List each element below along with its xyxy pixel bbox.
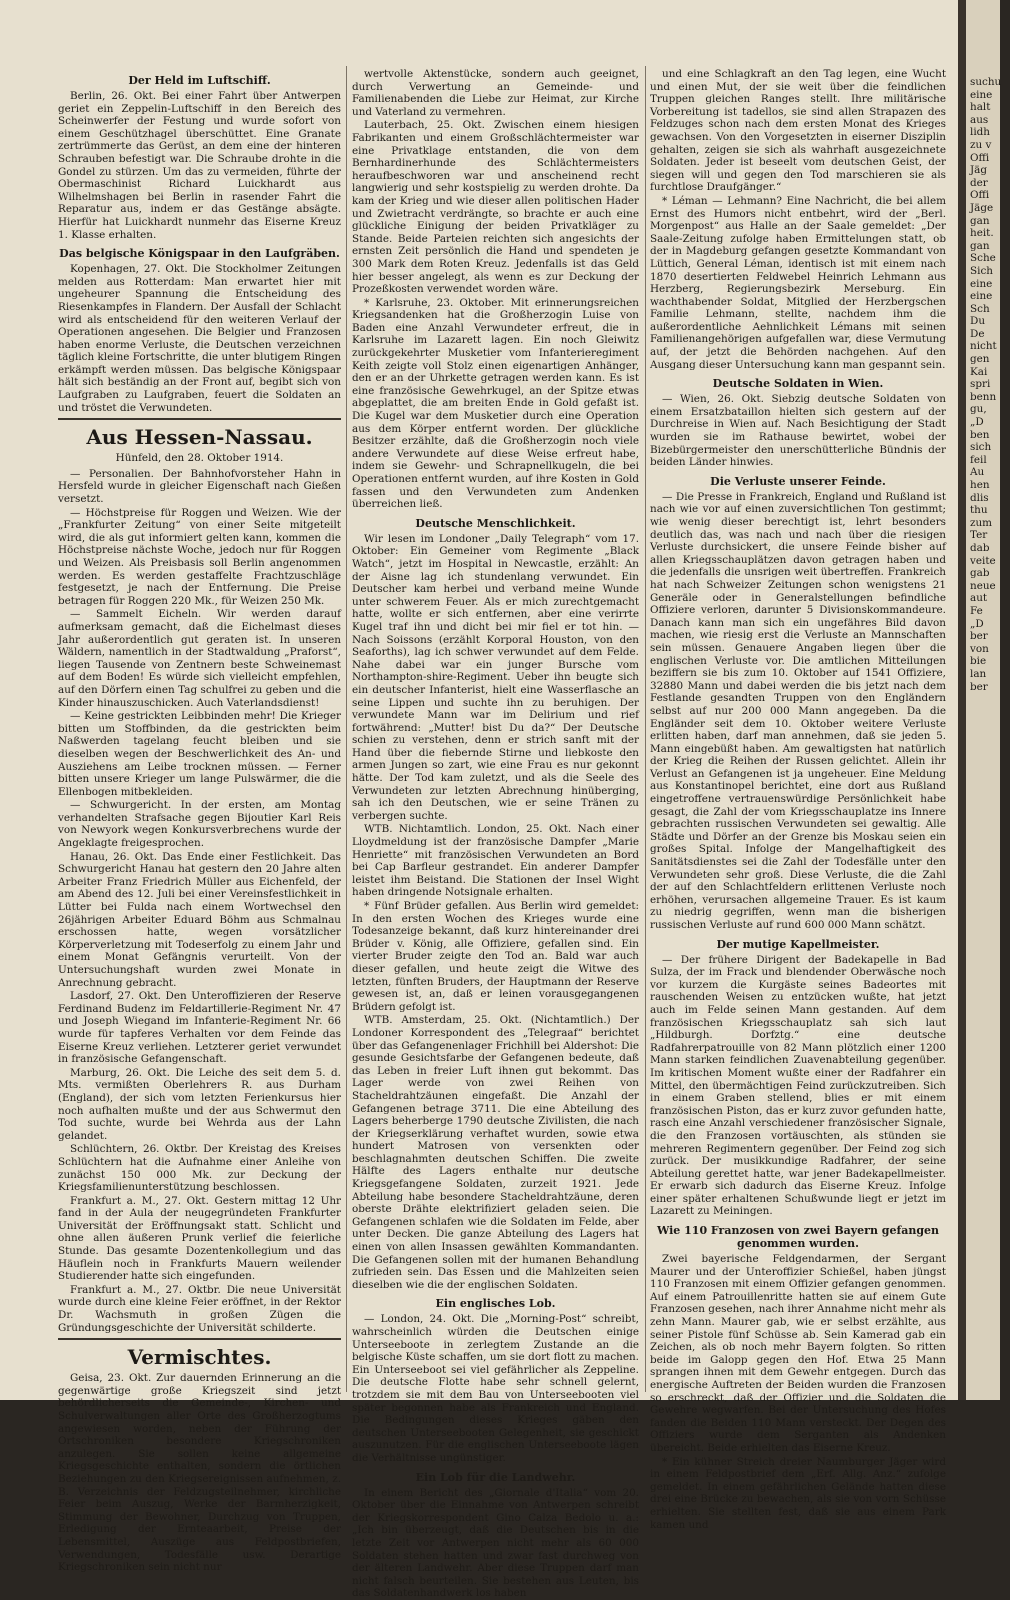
column-2 [352, 68, 639, 1600]
adjacent-page-fragment: aut [970, 592, 988, 605]
adjacent-page-fragment: gan [970, 214, 990, 227]
adjacent-page-fragment: dab [970, 541, 990, 554]
headline-verluste: Die Verluste unserer Feinde. [710, 474, 886, 488]
headline-bayern: Wie 110 Franzosen von zwei Bayern gefangen genommen wurden. [656, 1224, 940, 1251]
adjacent-page-fragment: dlis [970, 491, 989, 504]
adjacent-page-text [970, 76, 1010, 693]
adjacent-page-fragment: Jäge [970, 201, 994, 214]
article-wtb-amsterdam: WTB. Amsterdam, 25. Okt. (Nichtamtlich.) Der Londoner Korrespondent des „Telegraaf“ berichtet über das Gefangenenlager Frichhill bei Aldershot: Die gesunde Gesichtsfarbe der Gefangenen bedeute, daß das Leben in freier Luft ihnen gut bekommt. Das Lager werde von zwei Reihen von Stacheldrahtzäunen eingefaßt. Die Anzahl der Gefangenen betrage 3711. Die eine Abteilung des Lagers beherberge 1790 deutsche Zivilisten, die nach der Kriegserklärung verhaftet wurden, sowie etwa hundert Matrosen von versenkten oder beschlagnahmten deutschen Schiffen. Die zweite Hälfte des Lagers enthalte nur deutsche Kriegsgefangene Soldaten, zurzeit 1921. Jede Abteilung habe besondere Stacheldrahtzäune, deren oberste Drähte elektrifiziert geladen seien. Die Gefangenen schlafen wie die Soldaten im Felde, aber unter Decken. Die ganze Abteilung des Lagers hat einen von allen Insassen gewählten Kommandanten. Die Gefangenen sollen mit der humanen Behandlung zufrieden sein. Das Essen und die Mahlzeiten seien dieselben wie die der englischen Soldaten. [352, 1014, 639, 1291]
article-schwurgericht: — Schwurgericht. In der ersten, am Montag verhandelten Strafsache gegen Bijoutier Karl Reis von Newyork wegen Konkursverbrechens wurde der Angeklagte freigesprochen. [58, 799, 341, 850]
adjacent-page-fragment: Jäg [970, 164, 988, 177]
column-3 [650, 68, 946, 1531]
adjacent-page-fragment: thu [970, 504, 988, 517]
headline-englisches-lob: Ein englisches Lob. [435, 1297, 556, 1311]
adjacent-page-fragment: der [970, 176, 988, 189]
article-eicheln: — Sammelt Eicheln. Wir werden darauf aufmerksam gemacht, daß die Eichelmast dieses Jahr außerordentlich gut geraten ist. In unseren Wäldern, namentlich in der Stadtwaldung „Praforst“, liegen Tausende von Zentnern beste Schweinemast auf dem Boden! Es würde sich vielleicht empfehlen, auf den Dörfern einen Tag schulfrei zu geben und die Kinder hinauszuschicken. Auch Vaterlandsdienst! [58, 608, 341, 709]
article-kapellmeister: — Der frühere Dirigent der Badekapelle in Bad Sulza, der im Frack und blendender Oberwäsche noch vor kurzem die Kurgäste seines Badeortes mit rauschenden Weisen zu entzücken wußte, hat jetzt auch im Felde seinen Mann gestanden. Auf dem französischen Kriegsschauplatz sah sich laut „Hildburgh. Dorfztg.“ eine deutsche Radfahrerpatrouille von 82 Mann plötzlich einer 1200 Mann starken feindlichen Zuavenabteilung gegenüber. Im kritischen Moment wußte einer der Radfahrer ein Mittel, den übermächtigen Feind zurückzutreiben. Sich in einem Graben stellend, blies er mit einem französischen Piston, das er kurz zuvor gefunden hatte, rasch eine Anzahl verschiedener französischer Signale, die den Franzosen vortäuschten, als stünden sie mehreren Regimentern gegenüber. Der Feind zog sich zurück. Der musikkundige Radfahrer, der seine Abteilung gerettet hatte, war jener Badekapellmeister. Er erwarb sich dadurch das Eiserne Kreuz. Infolge einer später erhaltenen Schußwunde liegt er jetzt im Lazarett zu Meiningen. [650, 953, 946, 1218]
article-hanau: Hanau, 26. Okt. Das Ende einer Festlichkeit. Das Schwurgericht Hanau hat gestern den 20 Jahre alten Arbeiter Franz Friedrich Müller aus Eichenfeld, der am Abend des 12. Juli bei einer Vereinsfestlichkeit in Lütter bei Fulda nach einem Wortwechsel den 26jährigen Arbeiter Eduard Böhm aus Schmalnau erschossen hatte, wegen vorsätzlicher Körperverletzung mit Todeserfolg zu einem Jahr und einem Monat Gefängnis verurteilt. Von der Untersuchungshaft wurden zwei Monate in Anrechnung gebracht. [58, 850, 341, 989]
adjacent-page-fragment: gan [970, 239, 990, 252]
article-wtb-london: WTB. Nichtamtlich. London, 25. Okt. Nach einer Lloydmeldung ist der französische Dampfer „Marie Henriette“ mit französischen Verwundeten an Bord bei Cap Barfleur gestrandet. Ein anderer Dampfer leistet ihm Beistand. Die Stationen der Insel Wight haben dringende Notsignale erhalten. [352, 823, 639, 899]
headline-kapellmeister: Der mutige Kapellmeister. [716, 937, 880, 951]
headline-held: Der Held im Luftschiff. [128, 74, 271, 87]
adjacent-page-fragment: Au [970, 466, 985, 479]
adjacent-page-fragment: Ter [970, 529, 988, 542]
article-bayern: Zwei bayerische Feldgendarmen, der Sergant Maurer und der Unteroffizier Schießel, haben jüngst 110 Franzosen mit einem Offizier gefangen genommen. Auf einem Patrouillenritte hatten sie auf einem Gute Franzosen gesehen, nach ihrer Annahme nicht mehr als zehn Mann. Maurer gab, wie er selbst erzählte, aus seiner Pistole fünf Schüsse ab. Sein Kamerad gab ein Zeichen, als ob noch mehr Bayern folgten. So ritten beide im Galopp gegen den Hof. Etwa 25 Mann sprangen ihnen mit dem Gewehr entgegen. Durch das energische Auftreten der Beiden wurden die Franzosen so erschreckt, daß der Offizier und die Soldaten die Gewehre wegwarfen. Bei der Untersuchung des Hofes fanden die Beiden 110 Mann versteckt. Der Degen des Offiziers wurde dem Serganten als Andenken übereicht. Beide erhielten das Eiserne Kreuz. [650, 1253, 946, 1454]
adjacent-page-fragment: lidh [970, 126, 990, 139]
adjacent-page-fragment: „D [970, 617, 984, 630]
adjacent-page-fragment: ben [970, 428, 990, 441]
dateline: Hünfeld, den 28. Oktober 1914. [115, 452, 284, 465]
adjacent-page-fragment: zu v [970, 138, 992, 151]
adjacent-page-fragment: sich [970, 441, 992, 454]
article-lob-landwehr: In einem Bericht des „Giornale d'Italia“ vom 20. Oktober über die Einnahme von Antwerpen schreibt der Kriegskorrespondent Gino Calza Bedolo u. a.: „Ich bin überzeugt, daß die Deutschen bis in die letzte Zeit vor Antwerpen nicht mehr als 60 000 Soldaten stehen hatten und zwar fast durchweg von der älteren Landwehr. Aber diese Truppen darf man nicht falsch beurteilen. Sie bestehen aus Leuten, bis das Soldatenhandwerk los haben [352, 1486, 639, 1600]
adjacent-page-fragment: Du [970, 315, 986, 328]
adjacent-page-fragment: Sche [970, 252, 996, 265]
column-divider [645, 66, 646, 1392]
adjacent-page-fragment: ber [970, 630, 988, 643]
column-divider [346, 66, 347, 1392]
adjacent-page-fragment: eine [970, 290, 993, 303]
section-rule [58, 418, 341, 420]
adjacent-page-fragment: bie [970, 655, 987, 668]
adjacent-page-fragment: von [970, 642, 989, 655]
adjacent-page-fragment: neue [970, 579, 996, 592]
article-frankfurt-1: Frankfurt a. M., 27. Okt. Gestern mittag 12 Uhr fand in der Aula der neugegründeten Frankfurter Universität der Eröffnungsakt statt. Schlicht und ohne allen äußeren Prunk verlief die feierliche Stunde. Das gesamte Dozentenkollegium und das Häuflein noch in Frankfurts Mauern weilender Studierender hatte sich eingefunden. [58, 1194, 341, 1283]
section-rule [58, 1338, 341, 1340]
article-lauterbach: Lauterbach, 25. Okt. Zwischen einem hiesigen Fabrikanten und einem Großschlächtermeister war eine Privatklage entstanden, die von dem Bernhardinerhunde des Schlächtermeisters heraufbeschworen war und anscheinend recht langwierig und sehr kostspielig zu werden drohte. Da kam der Krieg und wie dieser allen politischen Hader und Zwietracht verdrängte, so brachte er auch eine glückliche Einigung der beiden Privatkläger zu Stande. Beide Parteien reichten sich angesichts der ernsten Zeit persönlich die Hand und spendeten je 300 Mark dem Roten Kreuz. Jedenfalls ist das Geld hier besser angelegt, als wenn es zur Deckung der Prozeßkosten verwendet worden wäre. [352, 119, 639, 296]
adjacent-page-fragment: Sch [970, 302, 990, 315]
headline-menschlichkeit: Deutsche Menschlichkeit. [415, 516, 576, 530]
adjacent-page-fragment: benn [970, 390, 997, 403]
adjacent-page-fragment: „D [970, 416, 984, 429]
adjacent-page-fragment: gu, [970, 403, 987, 416]
article-wien: — Wien, 26. Okt. Siebzig deutsche Soldaten von einem Ersatzbataillon hielten sich gestern auf der Durchreise in Wien auf. Nach Besichtigung der Stadt wurden sie im Rathause bewirtet, wobei der Bizebürgermeister den unerschütterliche Bündnis der beiden Länder hinwies. [650, 393, 946, 469]
adjacent-page-fragment: zum [970, 516, 993, 529]
adjacent-page-fragment: suchu [970, 76, 1002, 88]
article-naumburg: * Ein kühner Streich dreier Naumburger Jäger wird in einem Feldpostbrief dem „Erf. Allg. Anz.“ zufolge gemeldet. In einem gefährlichen Gelände hatten diese drei eine Brücke zu bewachen, als sie von vorn Schüsse erhielten. Sie stellten fest, daß sie aus einem Park kamen und [650, 1455, 946, 1531]
adjacent-page-fragment: gen [970, 353, 990, 366]
adjacent-page-fragment: hen [970, 479, 990, 491]
article-fuenf-brueder: * Fünf Brüder gefallen. Aus Berlin wird gemeldet: In den ersten Wochen des Krieges wurde eine Todesanzeige bekannt, daß kurz hintereinander drei Brüder v. König, alle Offiziere, gefallen sind. Ein vierter Bruder zeigte den Tod an. Bald war auch dieser gefallen, und heute zeigt die Witwe des letzten, fünften Bruders, der Hauptmann der Reserve gewesen ist, an, daß er leinen vorausgegangenen Brüdern gefolgt ist. [352, 900, 639, 1013]
adjacent-page-fragment: halt [970, 101, 991, 114]
adjacent-page-strip [958, 0, 1000, 1400]
article-hoechstpreise: — Höchstpreise für Roggen und Weizen. Wie der „Frankfurter Zeitung“ von einer Seite mitgeteilt wird, die als gut informiert gelten kann, kommen die Höchstpreise nächste Woche, jedoch nur für Roggen und Weizen. Als Preisbasis soll Berlin angenommen werden. Es werden gestaffelte Frachtzuschläge festgesetzt, je nach der Entfernung. Die Preise betragen für Roggen 220 Mk., für Weizen 250 Mk. [58, 506, 341, 607]
adjacent-page-fragment: gab [970, 567, 990, 580]
adjacent-page-fragment: aus [970, 113, 989, 126]
adjacent-page-fragment: veite [970, 554, 996, 567]
adjacent-page-fragment: eine [970, 277, 993, 290]
article-marburg: Marburg, 26. Okt. Die Leiche des seit dem 5. d. Mts. vermißten Oberlehrers R. aus Durham (England), der sich vom letzten Ferienkursus hier noch aufhalten mußte und der aus Schwermut den Tod suchte, wurde bei Wehrda aus der Lahn gelandet. [58, 1066, 341, 1142]
article-karlsruhe: * Karlsruhe, 23. Oktober. Mit erinnerungsreichen Kriegsandenken hat die Großherzogin Luise von Baden eine Anzahl Verwundeter erfreut, die in Karlsruhe im Lazarett lagen. Ein noch Gleiwitz zurückgekehrter Musketier vom Infanterieregiment Keith zeigte voll Stolz einen eigenartigen Anhänger, den er an der Uhrkette getragen werden kann. Es ist eine französische Gewehrkugel, an der Spitze etwas abgeplattet, die am breiten Ende in Gold gefaßt ist. Die Kugel war dem Musketier durch eine Operation aus dem Körper entfernt worden. Der glückliche Besitzer erzählte, daß die Großherzogin noch viele andere Verwundete auf diese Weise erfreut habe, indem sie Gewehr- und Schrapnellkugeln, die bei Operationen entfernt wurden, auf ihre Kosten in Gold fassen und den Verwundeten zum Andenken überreichen ließ. [352, 296, 639, 511]
article-leman: * Léman — Lehmann? Eine Nachricht, die bei allem Ernst des Humors nicht entbehrt, wird der „Berl. Morgenpost“ aus Halle an der Saale gemeldet: „Der Saale-Zeitung zufolge haben Ermittelungen statt, ob der in Magdeburg gefangen gesetzte Kommandant von Lüttich, General Léman, identisch ist mit einem nach 1870 desertierten Feldwebel Heinrich Lehmann aus Herzberg, Regierungsbezirk Merseburg. Ein wachthabender Soldat, Mitglied der Herzbergschen Familie Lehmann, stellte, nachdem ihm die außerordentliche Aehnlichkeit Lémans mit seinen Familienangehörigen aufgefallen war, diese Vermutung auf, der jetzt die Behörden nachgehen. Auf den Ausgang dieser Untersuchung kann man gespannt sein. [650, 194, 946, 371]
adjacent-page-fragment: heit. [970, 227, 994, 240]
adjacent-page-fragment: feil [970, 453, 987, 466]
section-title-vermischtes: Vermischtes. [127, 1345, 272, 1370]
article-leibbinden: — Keine gestrickten Leibbinden mehr! Die Krieger bitten um Stoffbinden, da die gestrickten beim Naßwerden tagelang feucht bleiben und sie dieselben wegen der Beschwerlichkeit des An- und Ausziehens am Leibe trocknen müssen. — Ferner bitten unsere Krieger um lange Pulswärmer, die die Ellenbogen mitbekleiden. [58, 710, 341, 798]
adjacent-page-fragment: Sich [970, 264, 993, 277]
article-lasdorf: Lasdorf, 27. Okt. Den Unteroffizieren der Reserve Ferdinand Budenz im Feldartillerie-Regiment Nr. 47 und Joseph Wiegand im Infanterie-Regiment Nr. 66 wurde für tapferes Verhalten vor dem Feinde das Eiserne Kreuz verliehen. Letzterer geriet verwundet in französische Gefangenschaft. [58, 990, 341, 1066]
article-personalien: — Personalien. Der Bahnhofvorsteher Hahn in Hersfeld wurde in gleicher Eigenschaft nach Gießen versetzt. [58, 467, 341, 506]
article-verluste: — Die Presse in Frankreich, England und Rußland ist nach wie vor auf einen zuversichtlichen Ton gestimmt; wie wenig dieser berechtigt ist, lehrt besonders deutlich das, was nach und nach über die riesigen Verluste durchsickert, die unsere Feinde bisher auf allen Kriegsschauplätzen davon getragen haben und die jedenfalls die unsrigen weit übertreffen. Frankreich hat nach Schweizer Zeitungen schon wenigstens 21 Generäle oder in Generalstellungen befindliche Offiziere verloren, darunter 5 Divisionskommandeure. Danach kann man sich ein ungefähres Bild davon machen, wie riesig erst die Verluste an Mannschaften sein müssen. Genauere Angaben liegen über die englischen Verluste vor. Die amtlichen Mitteilungen beziffern sie bis zum 10. Oktober auf 1541 Offiziere, 32880 Mann und dabei werden die bis jetzt nach dem Festlande gesandten Truppen von den Engländern selbst auf nur 200 000 Mann angegeben. Da die Engländer seit dem 10. Oktober weitere Verluste erlitten haben, darf man annehmen, daß sie jeden 5. Mann eingebüßt haben. Am gewaltigsten hat natürlich der Krieg die Reihen der Russen gelichtet. Allein ihr Verlust an Gefangenen ist ja ungeheuer. Eine Meldung aus Konstantinopel berichtet, eine dort aus Rußland eingetroffene vertrauenswürdige Persönlichkeit habe gesagt, die Zahl der vom Kriegsschauplatze ins Innere gebrachten russischen Verwundeten sei gewaltig. Alle Städte und Dörfer an der Grenze bis Moskau seien ein großes Spital. Infolge der Mangelhaftigkeit des Sanitätsdienstes sei die Zahl der Todesfälle unter den Verwundeten sehr groß. Diese Verluste, die die Zahl der auf den Schlachtfeldern erlittenen Verluste noch erhöhen, verursachen allgemeine Trauer. Es ist kaum zu niedrig gegriffen, wenn man die bisherigen russischen Verluste auf rund 600 000 Mann schätzt. [650, 490, 946, 931]
section-title-hessen-nassau: Aus Hessen-Nassau. [86, 425, 313, 450]
article-geisa: Geisa, 23. Okt. Zur dauernden Erinnerung an die gegenwärtige große Kriegszeit sind jetzt behördlicherseits die Gemeinde-, Kirchen- und Schulverwaltungen aller Orte des Großherzogtums angewiesen worden, neben der Führung der Ortschroniken besondere Kriegschroniken anzulegen. Sie sollen keine allgemeine Kriegsgeschichte enthalten, sondern die örtlichen Beziehungen zu den Kriegsereignissen aufnehmen, z. B. Verzeichnis der Feldzugsteilnehmer, kirchliche Feier beim Auszug, Werke der Barmherzigkeit, Stimmung der Bewohner, Durchzug von Truppen, Erledigung der Ernteaarbeit, Preise der Lebensmittel, Auszüge aus Feldpostbriefen, Verwendungen, Todesfälle usw. Derartige Kriegschroniken sein nicht nur [58, 1372, 341, 1574]
adjacent-page-fragment: Offi [970, 151, 990, 164]
adjacent-page-fragment: Offi [970, 189, 990, 202]
adjacent-page-fragment: lan [970, 667, 987, 680]
page-gutter-shadow [958, 0, 966, 1400]
column-1 [58, 68, 341, 1574]
headline-koenigspaar: Das belgische Königspaar in den Laufgräben. [59, 247, 340, 261]
article-englisches-lob: — London, 24. Okt. Die „Morning-Post“ schreibt, wahrscheinlich würden die Deutschen einige Unterseeboote in zerlegtem Zustande an die belgische Küste schaffen, um sie dort flott zu machen. Ein Unterseeboot sei viel gefährlicher als Zeppeline. Die deutsche Flotte habe sehr schnell gelernt, trotzdem sie mit dem Bau von Unterseebooten viel später begonnen habe als Frankreich und England. Die Bedingungen dieses Krieges gäben den deutschen Unterseebooten Gelegenheit, sie geschickt auszunutzen. Für die englischen Unterseeboote lägen die Verhältnisse ungünstiger. [352, 1313, 639, 1464]
adjacent-page-fragment: Fe [970, 604, 983, 617]
headline-wien: Deutsche Soldaten in Wien. [712, 377, 884, 391]
adjacent-page-fragment: ber [970, 680, 988, 693]
article-koenigspaar: Kopenhagen, 27. Okt. Die Stockholmer Zeitungen melden aus Rotterdam: Man erwartet hier mit ungeheurer Spannung die Entscheidung des Riesenkampfes in Flandern. Der Ausfall der Schlacht wird als entscheidend für den weiteren Verlauf der Operationen angesehen. Die Belgier und Franzosen haben enorme Verluste, die Deutschen verzeichnen täglich kleine Fortschritte, die unter blutigem Ringen erkämpft werden müssen. Das belgische Königspaar hält sich beständig an der Front auf, begibt sich von Laufgraben zu Laufgraben, feuert die Soldaten an und tröstet die Verwundeten. [58, 263, 341, 414]
adjacent-page-fragment: Kai [970, 365, 988, 378]
headline-lob-landwehr: Ein Lob für die Landwehr. [415, 1470, 576, 1484]
article-continuation: und eine Schlagkraft an den Tag legen, eine Wucht und einen Mut, der sie weit über die feindlichen Truppen gleichen Ranges stellt. Ihre militärische Vorbereitung ist tadellos, sie sind allen Strapazen des Feldzuges schon nach dem ersten Monat des Krieges gewachsen. Von den Vorgesetzten in eiserner Disziplin gehalten, zeigen sie sich als wahrhaft ausgezeichnete Soldaten. Jeder ist beseelt vom deutschen Geist, der siegen will und gegen den Tod marschieren sie als furchtlose Draufgänger.“ [650, 68, 946, 194]
article-menschlichkeit: Wir lesen im Londoner „Daily Telegraph“ vom 17. Oktober: Ein Gemeiner vom Regimente „Black Watch“, jetzt im Hospital in Newcastle, erzählt: An der Aisne lag ich stundenlang verwundet. Ein Deutscher kam herbei und verband meine Wunde unter schwerem Feuer. Als er mich zurechtgemacht hatte, wollte er sich entfernen, aber eine verirrte Kugel traf ihn und dicht bei mir fiel er tot hin. — Nach Soissons (erzählt Korporal Houston, von den Seaforths), lag ich schwer verwundet auf dem Felde. Nahe dabei war ein junger Bursche vom Northampton-shire-Regiment. Ueber ihn beugte sich ein deutscher Infanterist, hielt eine Wasserflasche an seine Lippen und suchte ihn zu beruhigen. Der verwundete Mann war im Delirium und rief fortwährend: „Mutter! bist Du da?“ Der Deutsche schien zu verstehen, denn er strich sanft mit der Hand über die fiebernde Stirne und liebkoste den armen Jungen so zart, wie eine Frau es nur gekonnt hätte. Der Tod kam zuletzt, und als die Seele des Verwundeten zur letzten Abrechnung hinüberging, sah ich den Deutschen, wie er seine Tränen zu verbergen suchte. [352, 532, 639, 822]
adjacent-page-fragment: spri [970, 378, 991, 391]
article-frankfurt-2: Frankfurt a. M., 27. Oktbr. Die neue Universität wurde durch eine kleine Feier eröffnet, in der Rektor Dr. Wachsmuth in großen Zügen die Gründungsgeschichte der Universität schilderte. [58, 1283, 341, 1334]
article-held: Berlin, 26. Okt. Bei einer Fahrt über Antwerpen geriet ein Zeppelin-Luftschiff in den Bereich des Scheinwerfer der Festung und wurde sofort von einem Geschützhagel überschüttet. Eine Granate zertrümmerte das Gerüst, an dem eine der hinteren Schrauben befestigt war. Die Schraube drohte in die Gondel zu stürzen. Um das zu vermeiden, führte der Obermaschinist Richard Luickhardt aus Wilhelmshagen bei Berlin in rasender Fahrt die Reparatur aus, indem er das Gestänge absägte. Hierfür hat Luickhardt nunmehr das Eiserne Kreuz 1. Klasse erhalten. [58, 90, 341, 241]
article-schluechtern: Schlüchtern, 26. Oktbr. Der Kreistag des Kreises Schlüchtern hat die Aufnahme einer Anleihe von zunächst 150 000 Mk. zur Deckung der Kriegsfamilienunterstützung beschlossen. [58, 1143, 341, 1194]
article-continuation: wertvolle Aktenstücke, sondern auch geeignet, durch Verwertung an Gemeinde- und Familienabenden die Liebe zur Heimat, zur Kirche und Vaterland zu vermehren. [352, 68, 639, 118]
adjacent-page-fragment: eine [970, 88, 993, 101]
adjacent-page-fragment: nicht [970, 340, 997, 353]
adjacent-page-fragment: De [970, 327, 985, 340]
